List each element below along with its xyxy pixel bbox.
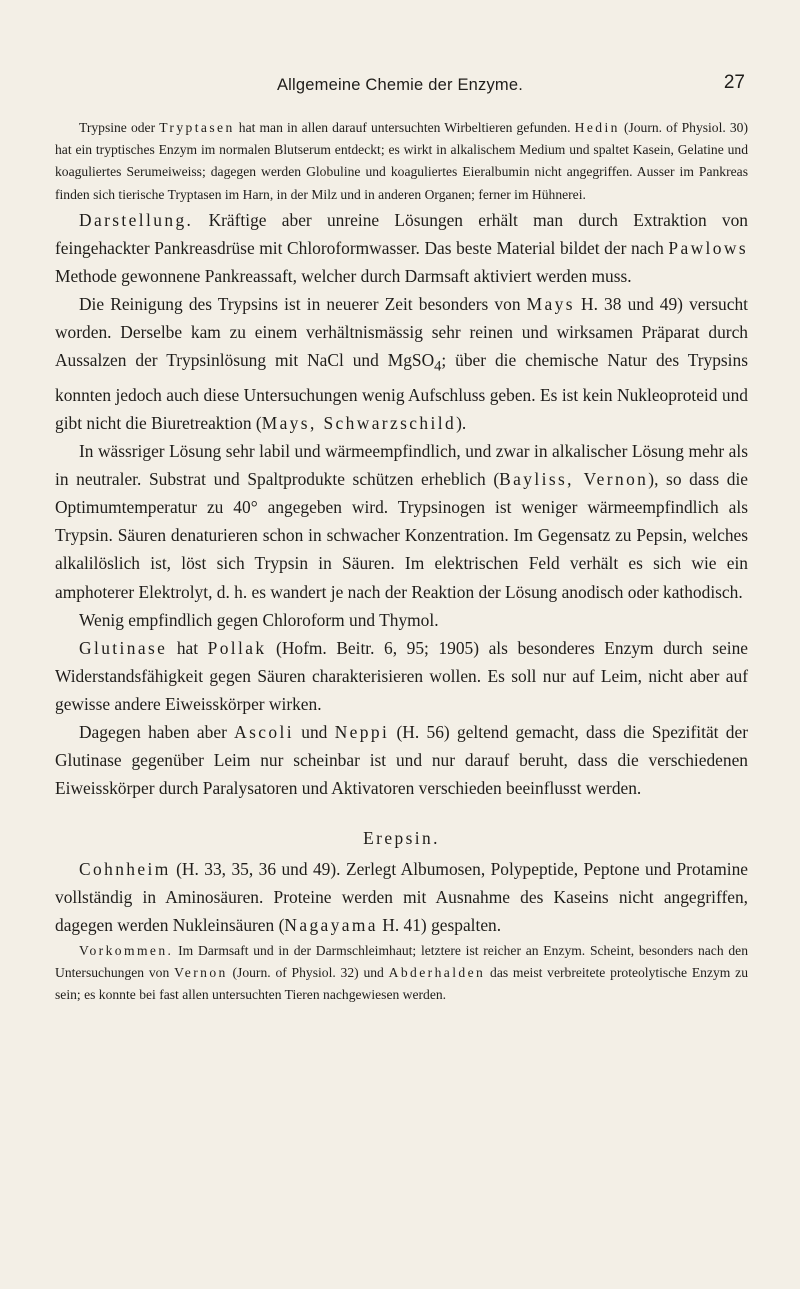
- text-run: Dagegen haben aber: [79, 721, 235, 742]
- paragraph-erepsin: [55, 855, 748, 939]
- author-name: Nagayama: [284, 915, 378, 936]
- text-run: (H. 33, 35, 36 und 49). Zerlegt Albumosen, Polypeptide, Peptone und Protamine vollständig in Aminosäuren. Proteine werden mit Ausnahme des Kaseins nicht angegriffen, dagegen werden Nukleinsäuren (: [55, 859, 748, 936]
- author-name: Mays: [526, 294, 575, 315]
- text-run: H. 41) gespalten.: [377, 915, 502, 936]
- text-run: Methode gewonnene Pankreassaft, welcher durch Darmsaft aktiviert werden muss.: [55, 266, 632, 286]
- text-run: Trypsine oder: [79, 120, 160, 135]
- paragraph-trypsine: [55, 117, 748, 206]
- paragraph-glutinase: [55, 634, 748, 718]
- page-number: 27: [723, 72, 745, 93]
- author-name: Hedin: [574, 120, 620, 135]
- section-label: Glutinase: [79, 637, 168, 658]
- text-run: das meist verbreitete proteolytische Enzym zu sein; es konnte bei fast allen untersuchten Tieren nachgewiesen werden.: [55, 964, 748, 1002]
- author-name: Abderhalden: [388, 964, 486, 980]
- text-run: ; über die chemische Natur des Trypsins konnten jedoch auch diese Untersuchungen wenig Aufschluss geben. Es ist kein Nukleoproteid und gibt nicht die Biuretreaktion (: [55, 350, 748, 433]
- text-run: In wässriger Lösung sehr labil und wärmeempfindlich, und zwar in alkalischer Lösung mehr als in neutraler. Substrat und Spaltprodukte schützen erheblich (: [55, 441, 748, 490]
- text-run: Im Darmsaft und in der Darmschleimhaut; letztere ist reicher an Enzym. Scheint, besonders nach den Untersuchungen von: [55, 942, 748, 980]
- paragraph-vorkommen: [55, 940, 748, 1007]
- subscript: 4: [434, 358, 442, 375]
- text-run: H. 38 und 49) versucht worden. Derselbe kam zu einem verhältnismässig sehr reinen und wirksamen Präparat durch Aussalzen der Trypsinlösung mit NaCl und MgSO: [55, 294, 748, 371]
- paragraph-reinigung: [55, 290, 748, 437]
- paragraph-chloroform: Wenig empfindlich gegen Chloroform und Thymol.: [79, 609, 439, 630]
- author-name: Pawlows: [668, 237, 748, 258]
- section-heading-erepsin: Erepsin.: [363, 828, 440, 849]
- paragraph-darstellung: [55, 206, 748, 290]
- author-name: Cohnheim: [79, 859, 171, 880]
- text-run: Die Reinigung des Trypsins ist in neuerer Zeit besonders von: [79, 294, 527, 315]
- text-run: (Journ. of Physiol. 32) und: [227, 964, 389, 980]
- author-name: Mays, Schwarzschild: [261, 412, 457, 433]
- author-name: Neppi: [334, 721, 390, 742]
- text-run: hat man in allen darauf untersuchten Wirbeltieren gefunden.: [234, 120, 575, 135]
- paragraph-loesung: [55, 437, 748, 606]
- page-body: [55, 117, 748, 1006]
- section-label: Darstellung.: [79, 209, 194, 230]
- paragraph-ascoli: [55, 718, 748, 802]
- text-run: ), so dass die Optimumtemperatur zu 40° angegeben wird. Trypsinogen ist weniger wärmeempfindlich als Trypsin. Säuren denaturieren schon in schwacher Konzentration. Im Gegensatz zu Pepsin, welches alkalilöslich ist, löst sich Trypsin in Säuren. Im elektrischen Feld verhält es sich wie ein amphoterer Elektrolyt, d. h. es wandert je nach der Reaktion der Lösung anodisch oder kathodisch.: [55, 469, 748, 602]
- section-label: Vorkommen.: [79, 942, 174, 958]
- author-name: Ascoli: [234, 721, 294, 742]
- author-name: Bayliss, Vernon: [499, 469, 649, 490]
- text-run: ).: [456, 412, 467, 433]
- text-run: hat: [167, 637, 208, 658]
- author-name: Vernon: [174, 964, 228, 980]
- text-run: (H. 56) geltend gemacht, dass die Spezifität der Glutinase gegenüber Leim nur scheinbar ist und nur darauf beruht, dass die verschiedenen Eiweisskörper durch Paralysatoren und Aktivatoren verschieden beeinflusst werden.: [55, 721, 749, 799]
- spaced-term: Tryptasen: [159, 120, 235, 135]
- author-name: Pollak: [207, 637, 267, 658]
- text-run: und: [293, 721, 335, 742]
- running-title: Allgemeine Chemie der Enzyme.: [276, 76, 524, 94]
- text-run: Kräftige aber unreine Lösungen erhält man durch Extraktion von feingehackter Pankreasdrüse mit Chloroformwasser. Das beste Material bildet der nach: [55, 209, 748, 258]
- text-run: (Journ. of Physiol. 30) hat ein tryptisches Enzym im normalen Blutserum entdeckt; es wirkt in alkalischem Medium und spaltet Kasein, Gelatine und koaguliertes Serumeiweiss; dagegen werden Globuline und koaguliertes Eieralbumin nicht angegriffen. Ausser im Pankreas finden sich tierische Tryptasen im Harn, in der Milz und in anderen Organen; ferner im Hühnerei.: [55, 120, 748, 202]
- text-run: (Hofm. Beitr. 6, 95; 1905) als besonderes Enzym durch seine Widerstandsfähigkeit gegen Säuren charakterisieren wollen. Es soll nur auf Leim, nicht aber auf gewisse andere Eiweisskörper wirken.: [55, 637, 748, 714]
